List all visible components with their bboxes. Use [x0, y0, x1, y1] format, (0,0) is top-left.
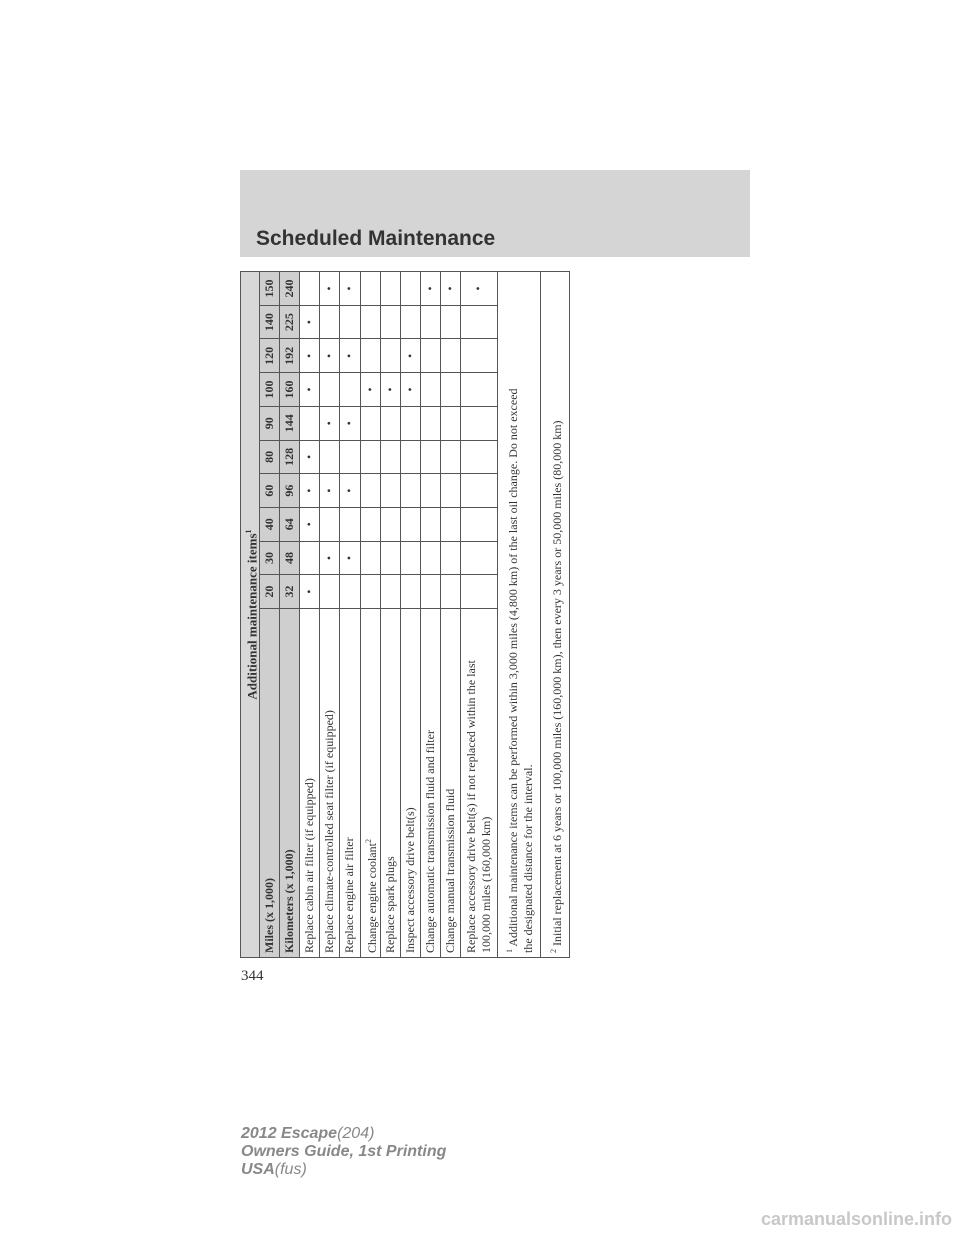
km-value: 240 — [280, 272, 300, 306]
interval-dot: • — [300, 339, 320, 373]
km-value: 32 — [280, 575, 300, 609]
interval-empty — [340, 373, 360, 407]
interval-empty — [320, 305, 340, 339]
interval-empty — [440, 305, 460, 339]
interval-empty — [460, 575, 497, 609]
interval-empty — [460, 305, 497, 339]
interval-empty — [400, 474, 420, 508]
interval-empty — [360, 339, 380, 373]
interval-empty — [380, 305, 400, 339]
footnote-text: Initial replacement at 6 years or 100,000 miles (160,000 km), then every 3 years or 50,000 miles (80,000 km) — [549, 420, 564, 946]
interval-empty — [440, 406, 460, 440]
interval-empty — [420, 575, 440, 609]
footer-model-code: (204) — [337, 1125, 375, 1142]
miles-header-row — [260, 272, 280, 958]
interval-empty — [440, 440, 460, 474]
miles-value: 150 — [260, 272, 280, 306]
interval-dot: • — [340, 541, 360, 575]
interval-dot: • — [320, 406, 340, 440]
task-label: Replace climate-controlled seat filter (if equipped) — [322, 710, 337, 953]
table-row — [420, 272, 440, 958]
interval-empty — [440, 373, 460, 407]
interval-empty — [400, 272, 420, 306]
interval-empty — [300, 406, 320, 440]
interval-dot: • — [460, 272, 497, 306]
interval-empty — [320, 507, 340, 541]
km-header-row — [280, 272, 300, 958]
interval-empty — [380, 474, 400, 508]
table-title-footnote: 1 — [244, 529, 253, 534]
task-footnote-ref: 2 — [363, 839, 373, 844]
interval-dot: • — [320, 474, 340, 508]
km-value: 225 — [280, 305, 300, 339]
interval-empty — [360, 541, 380, 575]
interval-empty — [300, 541, 320, 575]
task-cell — [340, 609, 360, 958]
table-row — [380, 272, 400, 958]
miles-value: 20 — [260, 575, 280, 609]
interval-dot: • — [420, 272, 440, 306]
interval-empty — [360, 272, 380, 306]
footnote — [498, 272, 541, 958]
interval-dot: • — [320, 541, 340, 575]
interval-empty — [400, 305, 420, 339]
task-cell — [380, 609, 400, 958]
interval-dot: • — [400, 373, 420, 407]
table-title — [241, 272, 260, 958]
interval-empty — [340, 507, 360, 541]
interval-empty — [420, 440, 440, 474]
table-row — [440, 272, 460, 958]
table-row — [300, 272, 320, 958]
interval-empty — [340, 305, 360, 339]
interval-dot: • — [300, 507, 320, 541]
interval-dot: • — [440, 272, 460, 306]
footnote-number: 1 — [505, 949, 514, 953]
footnote-row — [498, 272, 541, 958]
task-label: Replace accessory drive belt(s) if not replaced within the last — [463, 660, 478, 953]
table-row — [340, 272, 360, 958]
interval-dot: • — [300, 440, 320, 474]
section-title: Scheduled Maintenance — [256, 227, 496, 250]
footer-guide: Owners Guide, 1st Printing — [241, 1143, 447, 1160]
task-label: Change engine coolant — [364, 843, 379, 953]
interval-dot: • — [340, 406, 360, 440]
interval-dot: • — [340, 339, 360, 373]
footer-model: 2012 Escape — [241, 1125, 338, 1142]
interval-empty — [320, 440, 340, 474]
miles-value: 100 — [260, 373, 280, 407]
task-cell — [460, 609, 497, 958]
km-value: 128 — [280, 440, 300, 474]
footer-region: USA — [241, 1161, 275, 1178]
page-number: 344 — [241, 968, 264, 984]
interval-empty — [360, 575, 380, 609]
interval-dot: • — [340, 474, 360, 508]
interval-empty — [380, 339, 400, 373]
km-value: 160 — [280, 373, 300, 407]
miles-value: 80 — [260, 440, 280, 474]
task-cell — [420, 609, 440, 958]
task-cell — [360, 609, 380, 958]
interval-empty — [440, 474, 460, 508]
km-value: 48 — [280, 541, 300, 575]
interval-dot: • — [300, 575, 320, 609]
interval-empty — [320, 575, 340, 609]
km-label: Kilometers (x 1,000) — [280, 609, 300, 958]
interval-empty — [360, 474, 380, 508]
task-cell — [320, 609, 340, 958]
interval-empty — [420, 406, 440, 440]
interval-empty — [460, 541, 497, 575]
miles-value: 60 — [260, 474, 280, 508]
table-row — [400, 272, 420, 958]
task-cell — [440, 609, 460, 958]
interval-empty — [420, 541, 440, 575]
footnotes — [498, 272, 570, 958]
task-label: Change manual transmission fluid — [442, 788, 457, 953]
interval-empty — [380, 507, 400, 541]
interval-empty — [400, 541, 420, 575]
interval-empty — [460, 373, 497, 407]
interval-empty — [300, 272, 320, 306]
interval-dot: • — [400, 339, 420, 373]
interval-empty — [440, 339, 460, 373]
interval-dot: • — [340, 272, 360, 306]
table-row — [460, 272, 497, 958]
watermark: carmanualsonline.info — [760, 1209, 952, 1229]
interval-empty — [420, 373, 440, 407]
interval-empty — [400, 440, 420, 474]
maintenance-table — [240, 271, 570, 958]
interval-empty — [320, 373, 340, 407]
interval-empty — [340, 440, 360, 474]
footer-region-code: (fus) — [274, 1161, 307, 1178]
interval-empty — [440, 507, 460, 541]
miles-value: 40 — [260, 507, 280, 541]
miles-value: 140 — [260, 305, 280, 339]
interval-dot: • — [300, 373, 320, 407]
document-footer — [241, 1125, 446, 1179]
km-value: 192 — [280, 339, 300, 373]
interval-empty — [380, 575, 400, 609]
footnote — [541, 272, 570, 958]
interval-empty — [380, 440, 400, 474]
interval-empty — [420, 507, 440, 541]
interval-empty — [460, 474, 497, 508]
interval-empty — [360, 440, 380, 474]
miles-label: Miles (x 1,000) — [260, 609, 280, 958]
interval-empty — [460, 440, 497, 474]
footnote-text: Additional maintenance items can be performed within 3,000 miles (4,800 km) of the last oil change. Do not exceed — [506, 388, 520, 947]
footnote-text-line2: the designated distance for the interval. — [521, 764, 535, 953]
task-label: Inspect accessory drive belt(s) — [402, 807, 417, 953]
task-cell — [300, 609, 320, 958]
km-value: 144 — [280, 406, 300, 440]
interval-dot: • — [380, 373, 400, 407]
interval-empty — [460, 406, 497, 440]
task-label: Replace engine air filter — [342, 837, 357, 953]
miles-value: 120 — [260, 339, 280, 373]
interval-empty — [380, 541, 400, 575]
interval-empty — [380, 272, 400, 306]
interval-empty — [420, 339, 440, 373]
interval-dot: • — [320, 272, 340, 306]
interval-empty — [460, 339, 497, 373]
miles-value: 90 — [260, 406, 280, 440]
interval-dot: • — [360, 373, 380, 407]
interval-empty — [420, 474, 440, 508]
interval-empty — [460, 507, 497, 541]
table-row — [360, 272, 380, 958]
table-row — [320, 272, 340, 958]
interval-dot: • — [320, 339, 340, 373]
rotated-table-wrapper — [240, 272, 570, 958]
km-value: 64 — [280, 507, 300, 541]
footnote-row — [541, 272, 570, 958]
interval-empty — [440, 575, 460, 609]
interval-empty — [400, 406, 420, 440]
task-label: Replace spark plugs — [382, 856, 397, 953]
task-label: Change automatic transmission fluid and filter — [422, 730, 437, 953]
interval-empty — [340, 575, 360, 609]
task-label-line2: 100,000 miles (160,000 km) — [478, 816, 493, 953]
interval-dot: • — [300, 305, 320, 339]
interval-empty — [380, 406, 400, 440]
interval-empty — [400, 507, 420, 541]
interval-empty — [420, 305, 440, 339]
interval-dot: • — [300, 474, 320, 508]
interval-empty — [360, 406, 380, 440]
interval-empty — [360, 305, 380, 339]
interval-empty — [360, 507, 380, 541]
task-label: Replace cabin air filter (if equipped) — [302, 778, 317, 953]
interval-empty — [440, 541, 460, 575]
task-cell — [400, 609, 420, 958]
table-title-text: Additional maintenance items — [244, 533, 260, 700]
miles-value: 30 — [260, 541, 280, 575]
interval-empty — [400, 575, 420, 609]
footnote-number: 2 — [548, 949, 558, 953]
task-rows — [300, 272, 498, 958]
header-band — [240, 170, 750, 257]
km-value: 96 — [280, 474, 300, 508]
